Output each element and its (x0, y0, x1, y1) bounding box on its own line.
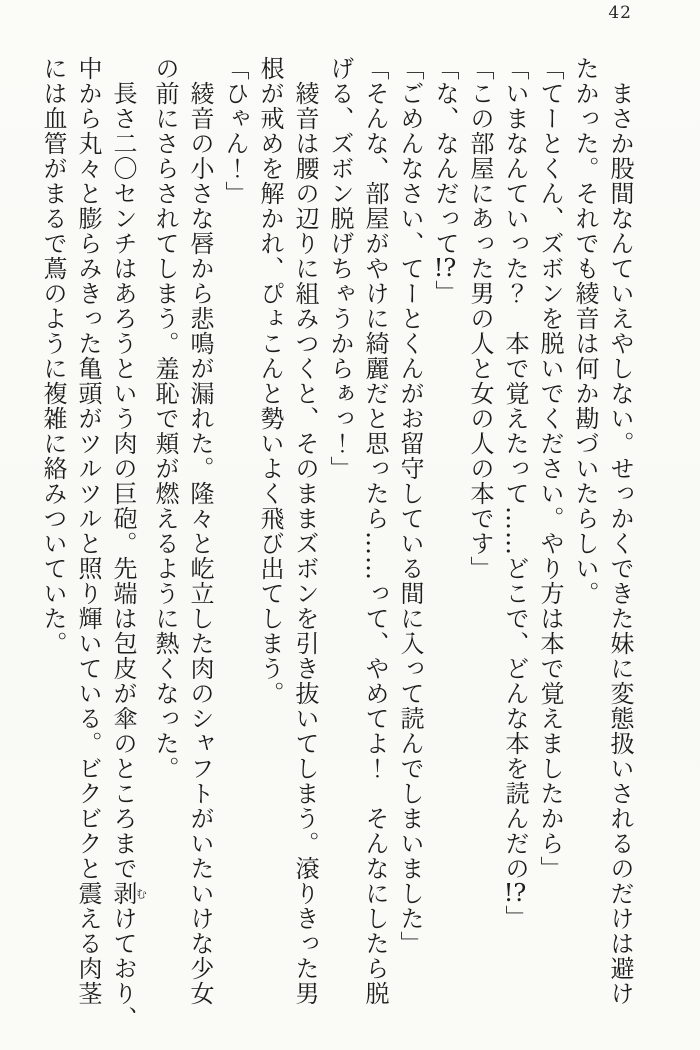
text-line: 長さ二〇センチはあろうという肉の巨砲。先端は包皮が傘のところまで剥むけており、 (109, 81, 148, 1031)
text-line: 綾音の小さな唇から悲鳴が漏れた。隆々と屹立した肉のシャフトがいたいけな少女 (186, 81, 214, 1006)
text-line: 中から丸々と膨らみきった亀頭がツルツルと照り輝いている。ビクビクと震える肉茎 (74, 56, 102, 1006)
furigana-annotation: 剥む (109, 881, 148, 906)
text-line: 「この部屋にあった男の人と女の人の本です」 (466, 56, 494, 581)
text-line: 「そんな、部屋がやけに綺麗だと思ったら……って、やめてよ！ そんなにしたら脱 (361, 56, 389, 1006)
text-line: げる、ズボン脱げちゃうからぁっ！」 (326, 56, 354, 481)
text-line: 「いまなんていった？ 本で覚えたって……どこで、どんな本を読んだの!?」 (501, 56, 529, 930)
text-line: の前にさらされてしまう。羞恥で頬が燃えるように熱くなった。 (151, 56, 179, 781)
exclamation-question-mark: !? (433, 256, 457, 280)
text-line: 綾音は腰の辺りに組みつくと、そのままズボンを引き抜いてしまう。滾りきった男 (291, 81, 319, 1006)
text-block (35, 56, 637, 1042)
text-line: 「てーとくん、ズボンを脱いでください。やり方は本で覚えましたから」 (536, 56, 564, 881)
page-number: 42 (608, 3, 632, 23)
text-line: 「な、なんだって!?」 (431, 56, 459, 305)
text-line: 「ごめんなさい、てーとくんがお留守している間に入って読んでしまいました」 (396, 56, 424, 956)
text-line: 根が戒めを解かれ、ぴょこんと勢いよく飛び出てしまう。 (256, 56, 284, 706)
exclamation-question-mark: !? (503, 881, 527, 905)
text-line: まさか股間なんていえやしない。せっかくできた妹に変態扱いされるのだけは避け (606, 81, 634, 1006)
text-line: 「ひゃん！」 (221, 56, 249, 206)
text-line: には血管がまるで蔦のように複雑に絡みついていた。 (39, 56, 67, 656)
text-line: たかった。それでも綾音は何か勘づいたらしい。 (571, 56, 599, 606)
